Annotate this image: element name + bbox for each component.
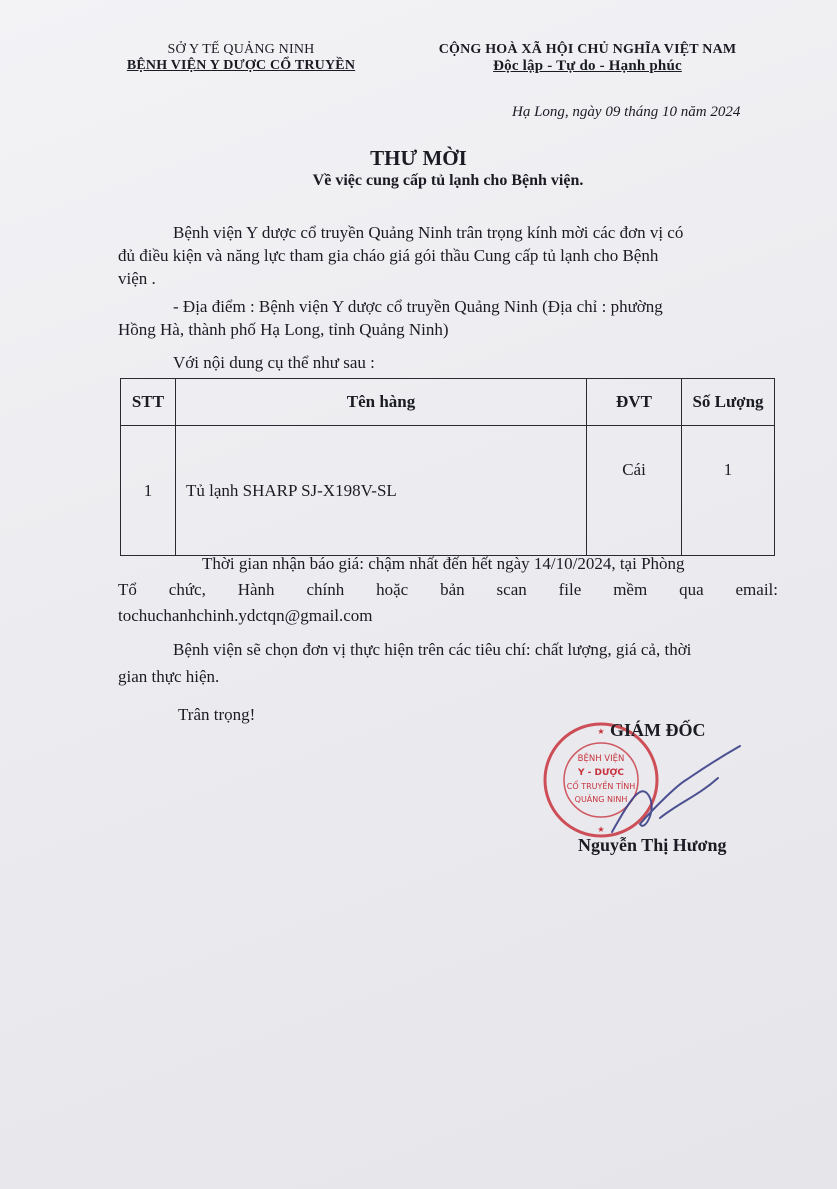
intro-paragraph <box>118 221 778 290</box>
cell-quantity: 1 <box>682 426 775 556</box>
intro-line: đủ điều kiện và năng lực tham gia cháo giá gói thầu Cung cấp tủ lạnh cho Bệnh <box>118 246 659 265</box>
national-motto: Độc lập - Tự do - Hạnh phúc <box>493 58 682 74</box>
svg-text:★: ★ <box>597 825 605 834</box>
department-name: SỞ Y TẾ QUẢNG NINH <box>167 42 315 57</box>
items-table <box>120 378 775 556</box>
cell-stt: 1 <box>121 426 176 556</box>
header-right <box>405 42 770 75</box>
date-line: Hạ Long, ngày 09 tháng 10 năm 2024 <box>512 104 741 120</box>
intro-line: viện . <box>118 269 156 288</box>
intro-line: Bệnh viện Y dược cổ truyền Quảng Ninh trân trọng kính mời các đơn vị có <box>173 223 684 242</box>
hospital-name: BỆNH VIỆN Y DƯỢC CỔ TRUYỀN <box>126 58 356 73</box>
criteria-line: gian thực hiện. <box>118 667 220 686</box>
svg-text:★: ★ <box>597 727 605 736</box>
deadline-line: Thời gian nhận báo giá: chậm nhất đến hết ngày 14/10/2024, tại Phòng <box>202 554 685 573</box>
header-item-name: Tên hàng <box>176 379 587 426</box>
signer-name: Nguyễn Thị Hương <box>578 835 727 855</box>
table-header-row <box>121 379 775 426</box>
location-line: Hồng Hà, thành phố Hạ Long, tỉnh Quảng Ninh) <box>118 320 449 339</box>
criteria-paragraph <box>118 636 780 690</box>
location-line: - Địa điểm : Bệnh viện Y dược cổ truyền Quảng Ninh (Địa chỉ : phường <box>173 297 663 316</box>
header-stt: STT <box>121 379 176 426</box>
letter-subtitle: Về việc cung cấp tủ lạnh cho Bệnh viện. <box>312 172 584 189</box>
deadline-line: Tổ chức, Hành chính hoặc bản scan file mềm qua email: <box>118 580 778 599</box>
table-row <box>121 426 775 556</box>
header-unit: ĐVT <box>587 379 682 426</box>
deadline-email: tochuchanhchinh.ydctqn@gmail.com <box>118 606 373 625</box>
stamp-line: BỆNH VIỆN <box>577 754 625 764</box>
header-left <box>95 42 387 74</box>
cell-item-name: Tủ lạnh SHARP SJ-X198V-SL <box>176 426 587 556</box>
stamp-line: Y - DƯỢC <box>578 768 624 778</box>
closing: Trân trọng! <box>178 705 256 724</box>
national-title: CỘNG HOÀ XÃ HỘI CHỦ NGHĨA VIỆT NAM <box>438 42 737 57</box>
header-quantity: Số Lượng <box>682 379 775 426</box>
signer-position: GIÁM ĐỐC <box>610 720 706 740</box>
deadline-paragraph <box>118 551 778 629</box>
cell-unit: Cái <box>587 426 682 556</box>
stamp-line: QUẢNG NINH <box>574 795 628 804</box>
content-intro: Với nội dung cụ thể như sau : <box>173 353 375 372</box>
criteria-line: Bệnh viện sẽ chọn đơn vị thực hiện trên các tiêu chí: chất lượng, giá cả, thời <box>173 640 692 659</box>
letter-title: THƯ MỜI <box>370 146 467 170</box>
handwritten-signature <box>600 740 750 850</box>
stamp-line: CỔ TRUYỀN TỈNH <box>566 782 636 791</box>
location-paragraph <box>118 295 778 341</box>
